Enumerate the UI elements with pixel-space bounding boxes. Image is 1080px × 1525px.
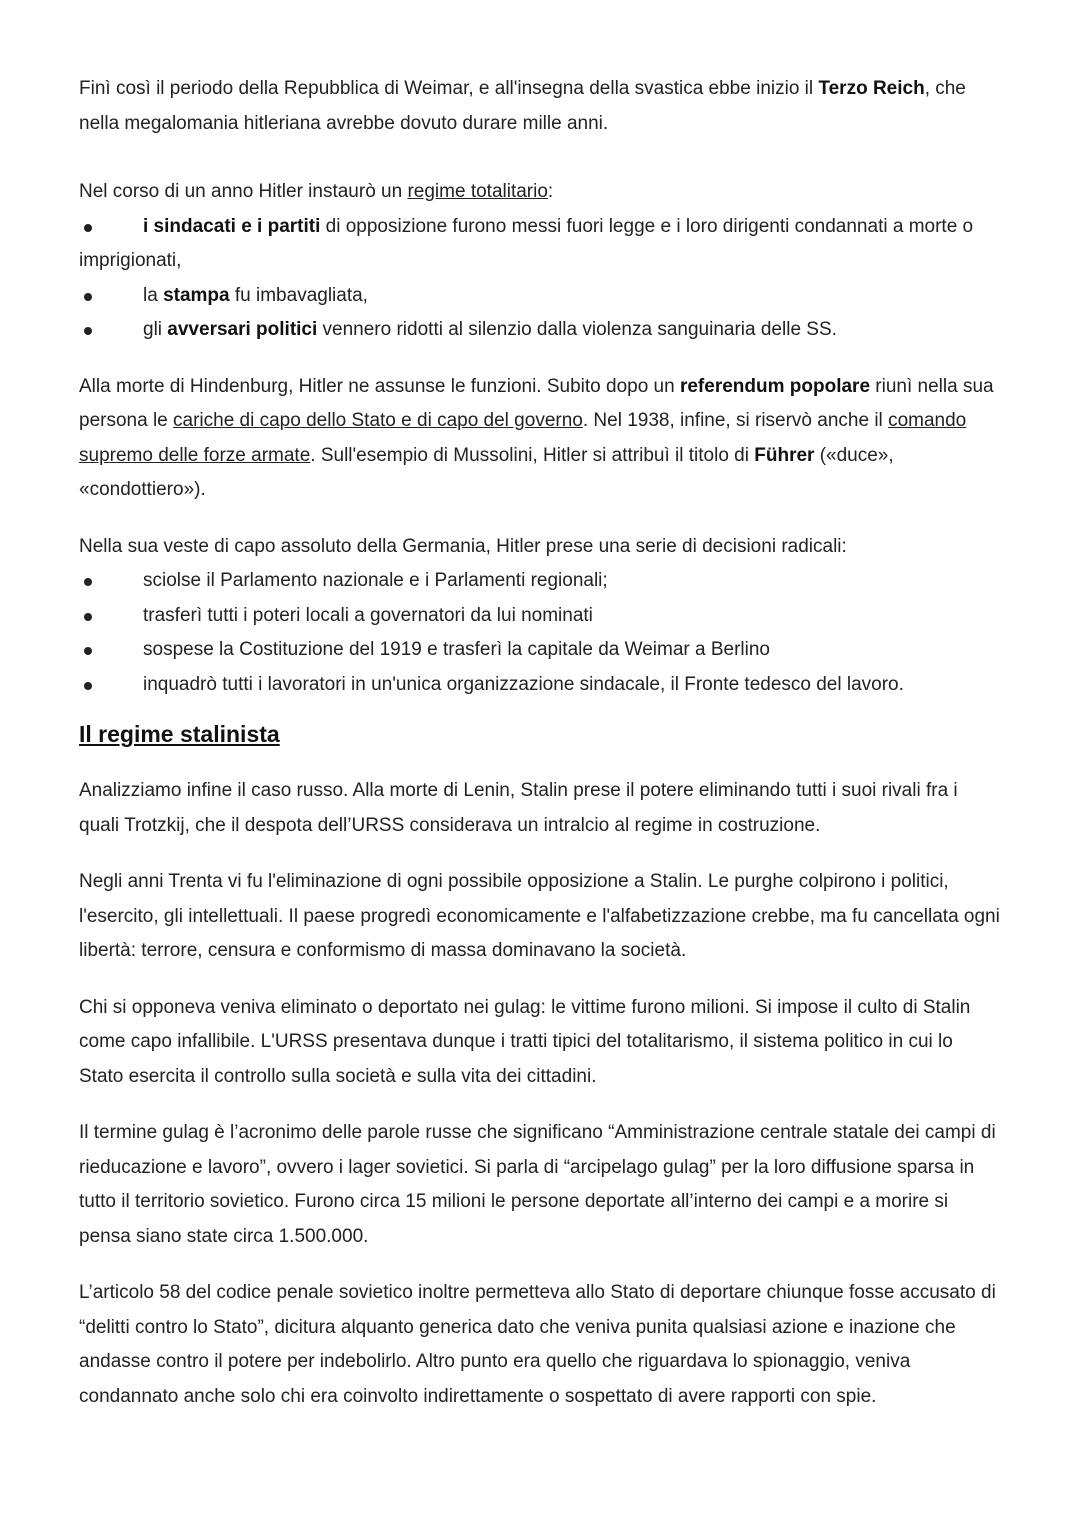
text: riunì nella sua persona le [79, 375, 994, 431]
list-item [79, 668, 1000, 703]
text: gli [143, 319, 168, 340]
paragraph-lenin-death: Analizziamo infine il caso russo. Alla morte di Lenin, Stalin prese il potere eliminando tutti i suoi rivali fra i quali Trotzkij, che il despota dell’URSS considerava un intralcio al regime in costruzione. [79, 780, 958, 836]
text: . Sull'esempio di Mussolini, Hitler si attribuì il titolo di [310, 444, 755, 466]
paragraph-gulag-victims: Chi si opponeva veniva eliminato o deportato nei gulag: le vittime furono milioni. Si impose il culto di Stalin come capo infallibile. L'URSS presentava dunque i tratti tipici del totalitarismo, il sistema politico in cui lo Stato esercita il controllo sulla società e sulla vita dei cittadini. [79, 996, 971, 1087]
bold-term: referendum popolare [679, 375, 871, 397]
text: inquadrò tutti i lavoratori in un'unica organizzazione sindacale, il Fronte tedesco del lavoro. [143, 673, 904, 695]
text: : [547, 181, 554, 202]
bullet-icon [84, 578, 92, 586]
list-item [79, 633, 1000, 668]
bold-term: avversari politici [167, 319, 318, 340]
bullet-list-repression [79, 210, 1000, 348]
section-heading: Il regime stalinista [79, 721, 280, 747]
text: sospese la Costituzione del 1919 e trasferì la capitale da Weimar a Berlino [143, 639, 770, 660]
bullet-icon [84, 647, 92, 655]
bold-term: i sindacati e i partiti [143, 215, 321, 237]
text: Nel corso di un anno Hitler instaurò un [79, 181, 408, 202]
list-item [79, 599, 1000, 634]
bold-term: Terzo Reich [818, 78, 925, 99]
text: fu imbavagliata, [229, 284, 368, 306]
text: , che nella megalomania hitleriana avrebbe dovuto durare mille anni. [79, 78, 966, 134]
text: . Nel 1938, infine, si riservò anche il [582, 410, 889, 431]
list-item [79, 313, 1000, 348]
underlined-term: cariche di capo dello Stato e di capo del governo [173, 410, 583, 431]
text: Alla morte di Hindenburg, Hitler ne assunse le funzioni. Subito dopo un [79, 375, 680, 397]
list-item [79, 279, 1000, 314]
list-item [79, 210, 1000, 279]
bullet-icon [84, 224, 92, 232]
paragraph-totalitarian-intro [79, 175, 1000, 210]
bullet-list-decisions [79, 564, 1000, 702]
bold-term: stampa [163, 284, 230, 306]
list-item [79, 564, 1000, 599]
bullet-icon [84, 327, 92, 335]
paragraph-purges: Negli anni Trenta vi fu l'eliminazione di ogni possibile opposizione a Stalin. Le purghe colpirono i politici, l'esercito, gli intellettuali. Il paese progredì economicamente e l'alfabetizzazione crebbe, ma fu cancellata ogni libertà: terrore, censura e conformismo di massa dominavano la società. [79, 871, 1000, 961]
paragraph-decisions-intro: Nella sua veste di capo assoluto della Germania, Hitler prese una serie di decisioni radicali: [79, 535, 847, 557]
text: di opposizione furono messi fuori legge e i loro dirigenti condannati a morte o imprigionati, [79, 215, 974, 271]
bullet-icon [84, 293, 92, 301]
text: sciolse il Parlamento nazionale e i Parlamenti regionali; [143, 570, 608, 591]
paragraph-gulag-term: Il termine gulag è l’acronimo delle parole russe che significano “Amministrazione centrale statale dei campi di rieducazione e lavoro”, ovvero i lager sovietici. Si parla di “arcipelago gulag” per la loro diffusione sparsa in tutto il territorio sovietico. Furono circa 15 milioni le persone deportate all’interno dei campi e a morire si pensa siano state circa 1.500.000. [79, 1122, 996, 1247]
paragraph-hindenburg [79, 370, 1000, 508]
bullet-icon [84, 613, 92, 621]
text: la [143, 284, 164, 306]
paragraph-article-58: L’articolo 58 del codice penale sovietico inoltre permetteva allo Stato di deportare chiunque fosse accusato di “delitti contro lo Stato”, dicitura alquanto generica dato che veniva punita qualsiasi azione e inazione che andasse contro il potere per indebolirlo. Altro punto era quello che riguardava lo spionaggio, veniva condannato anche solo chi era coinvolto indirettamente o sospettato di avere rapporti con spie. [79, 1282, 996, 1407]
underlined-term: comando supremo delle forze armate [79, 410, 967, 466]
text: vennero ridotti al silenzio dalla violenza sanguinaria delle SS. [317, 319, 837, 340]
text: trasferì tutti i poteri locali a governatori da lui nominati [143, 604, 593, 626]
text: («duce», «condottiero»). [79, 444, 894, 500]
underlined-term: regime totalitario [407, 181, 548, 202]
text: Finì così il periodo della Repubblica di Weimar, e all'insegna della svastica ebbe inizio il [79, 78, 819, 99]
bold-term: Führer [754, 444, 815, 466]
paragraph-weimar-end [79, 72, 1000, 141]
bullet-icon [84, 682, 92, 690]
